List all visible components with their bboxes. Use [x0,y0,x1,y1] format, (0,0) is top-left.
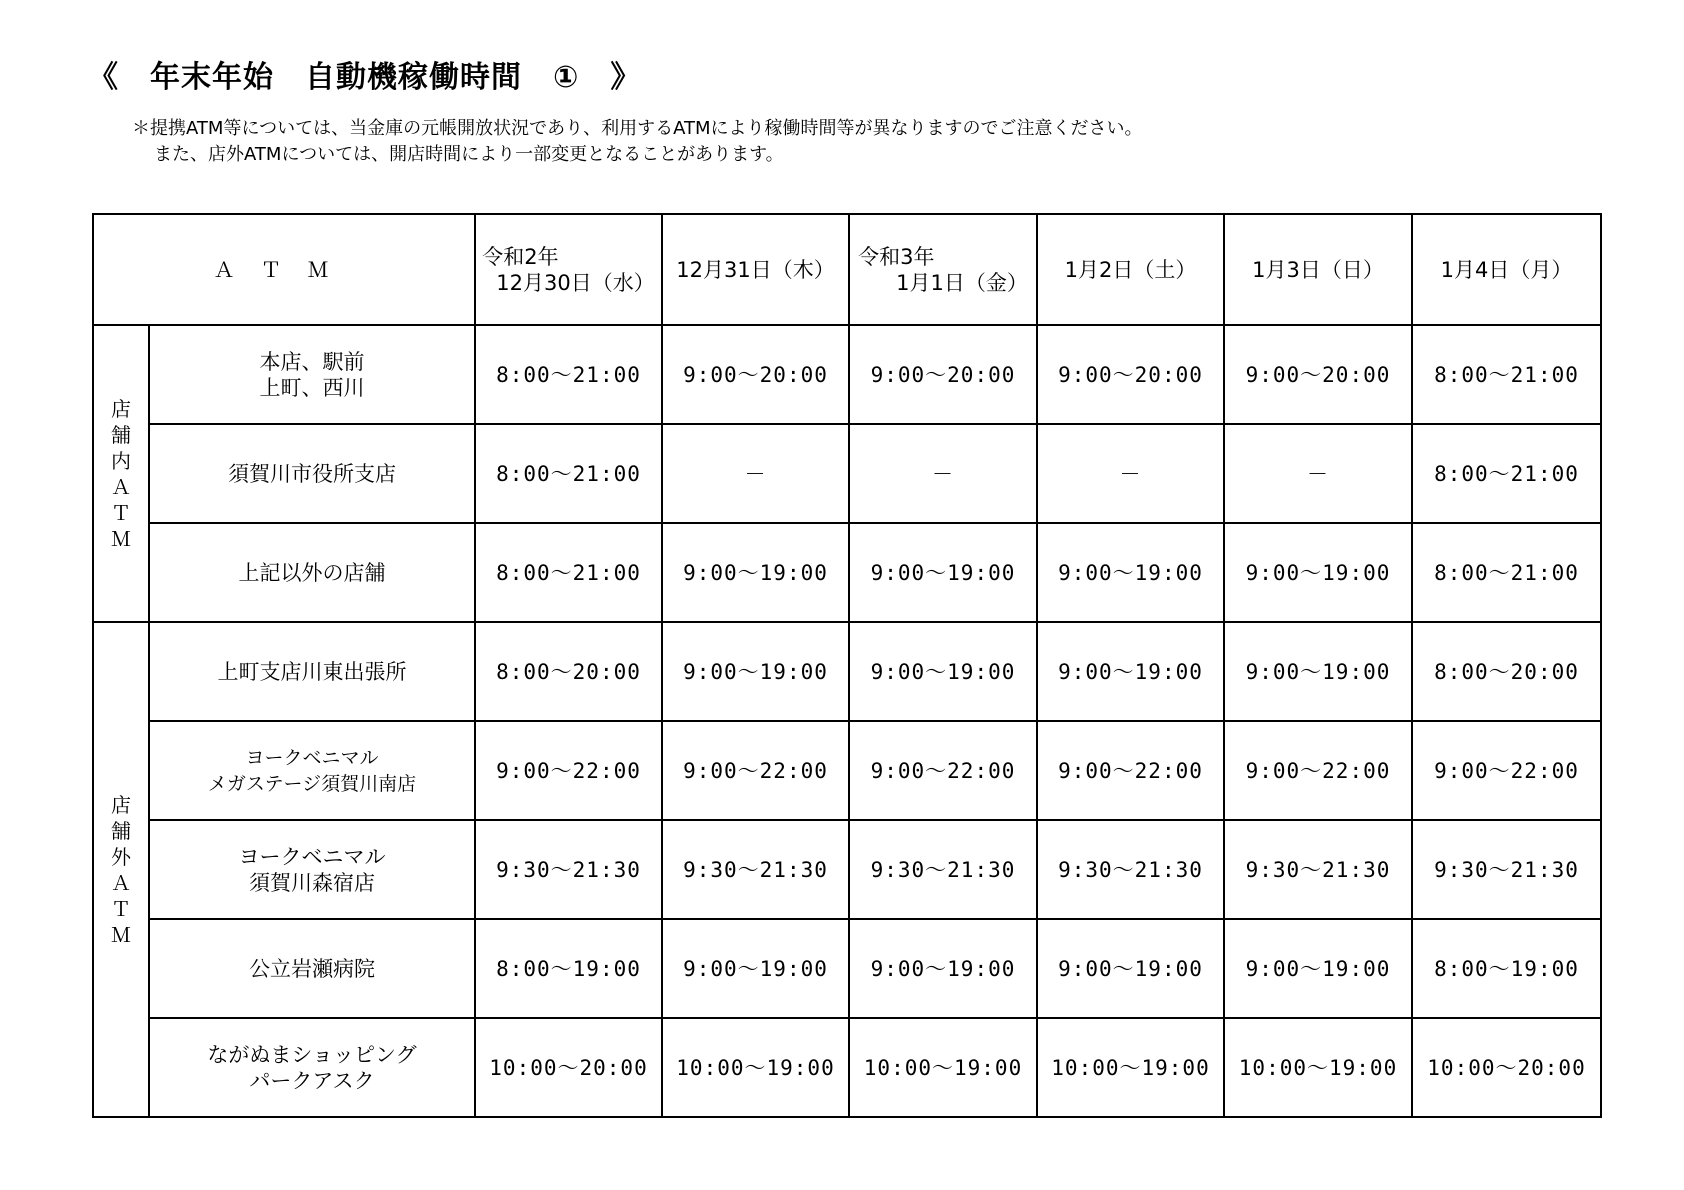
table-row [93,424,1601,523]
group-label-cell [93,325,149,622]
hours-cell: 9:00～20:00 [662,325,849,424]
date-year: 令和3年 [858,244,935,269]
hours-cell: － [1037,424,1224,523]
location-cell [149,622,475,721]
table-row [93,325,1601,424]
hours-cell: 9:00～19:00 [1037,919,1224,1018]
note-line-1: ＊提携ATM等については、当金庫の元帳開放状況であり、利用するATMにより稼働時間等が異なりますのでご注意ください。 [132,118,1143,139]
hours-cell: 9:00～19:00 [1037,622,1224,721]
date-day: 1月1日（金） [896,270,1028,295]
group-label: 店舗外ＡＴＭ [111,792,131,947]
hours-cell: 9:00～19:00 [662,523,849,622]
location-name: 本店、駅前 [259,349,365,374]
location-name-line2: 須賀川森宿店 [249,870,375,895]
date-header [1412,214,1601,325]
hours-cell: 10:00～20:00 [475,1018,662,1117]
date-header [662,214,849,325]
hours-cell: 9:30～21:30 [1224,820,1412,919]
hours-cell: 8:00～21:00 [475,523,662,622]
hours-cell: 9:00～19:00 [1224,523,1412,622]
date-day: 1月3日（日） [1252,257,1384,282]
hours-cell: 9:00～22:00 [849,721,1037,820]
hours-cell: 8:00～19:00 [475,919,662,1018]
location-name-line2: メガステージ須賀川南店 [207,772,417,795]
hours-cell: 9:00～22:00 [662,721,849,820]
location-name-line2: 上町、西川 [259,375,365,400]
hours-cell: 9:00～20:00 [849,325,1037,424]
hours-cell: 9:00～19:00 [662,622,849,721]
hours-cell: 9:00～19:00 [1224,622,1412,721]
date-day: 1月4日（月） [1440,257,1573,282]
table-row [93,622,1601,721]
location-cell [149,721,475,820]
hours-cell: 9:00～19:00 [1037,523,1224,622]
hours-cell: － [662,424,849,523]
date-day: 12月31日（木） [676,257,835,282]
hours-cell: 8:00～19:00 [1412,919,1601,1018]
hours-cell: 10:00～19:00 [1037,1018,1224,1117]
hours-cell: 9:30～21:30 [662,820,849,919]
date-year: 令和2年 [482,244,559,269]
hours-cell: 9:00～19:00 [849,919,1037,1018]
hours-cell: 10:00～19:00 [1224,1018,1412,1117]
hours-cell: － [1224,424,1412,523]
hours-cell: 9:00～22:00 [1412,721,1601,820]
date-header [1224,214,1412,325]
hours-cell: 9:00～20:00 [1037,325,1224,424]
group-label: 店舗内ＡＴＭ [111,396,131,551]
location-name: ヨークベニマル [245,746,379,769]
hours-cell: 10:00～19:00 [662,1018,849,1117]
location-name: 公立岩瀬病院 [249,956,375,981]
location-cell [149,325,475,424]
atm-header: ＡＴＭ [93,214,475,325]
date-header [475,214,662,325]
hours-cell: 9:00～22:00 [1037,721,1224,820]
hours-cell: 9:30～21:30 [1412,820,1601,919]
date-header [1037,214,1224,325]
location-cell [149,523,475,622]
location-name-line2: パークアスク [249,1068,375,1093]
location-name: ヨークベニマル [238,844,386,869]
note-line-2: また、店外ATMについては、開店時間により一部変更となることがあります。 [154,144,784,165]
hours-cell: 9:00～19:00 [662,919,849,1018]
atm-hours-table [92,213,1602,1118]
hours-cell: 8:00～21:00 [1412,424,1601,523]
hours-cell: 9:30～21:30 [849,820,1037,919]
hours-cell: 10:00～19:00 [849,1018,1037,1117]
table-row [93,523,1601,622]
location-name: 上町支店川東出張所 [217,659,407,684]
hours-cell: 9:00～19:00 [849,523,1037,622]
hours-cell: 9:30～21:30 [1037,820,1224,919]
location-cell [149,919,475,1018]
table-row [93,721,1601,820]
page-title: 《 年末年始 自動機稼働時間 ① 》 [88,60,642,95]
hours-cell: － [849,424,1037,523]
notes [132,116,1143,168]
hours-cell: 8:00～21:00 [475,424,662,523]
location-name: ながぬまショッピング [207,1042,417,1067]
hours-cell: 8:00～21:00 [1412,325,1601,424]
date-day: 12月30日（水） [496,270,655,295]
table-row [93,820,1601,919]
location-name: 上記以外の店舗 [238,560,386,585]
date-header [849,214,1037,325]
location-cell [149,1018,475,1117]
hours-cell: 9:00～19:00 [849,622,1037,721]
hours-cell: 8:00～21:00 [475,325,662,424]
location-name: 須賀川市役所支店 [228,461,396,486]
table-row [93,1018,1601,1117]
group-label-cell [93,622,149,1117]
hours-cell: 8:00～21:00 [1412,523,1601,622]
hours-cell: 9:00～20:00 [1224,325,1412,424]
location-cell [149,820,475,919]
hours-cell: 9:00～19:00 [1224,919,1412,1018]
location-cell [149,424,475,523]
hours-cell: 9:00～22:00 [475,721,662,820]
hours-cell: 8:00～20:00 [475,622,662,721]
hours-cell: 9:30～21:30 [475,820,662,919]
table-row [93,919,1601,1018]
date-day: 1月2日（土） [1064,257,1197,282]
hours-cell: 10:00～20:00 [1412,1018,1601,1117]
hours-cell: 8:00～20:00 [1412,622,1601,721]
header-row [93,214,1601,325]
hours-cell: 9:00～22:00 [1224,721,1412,820]
